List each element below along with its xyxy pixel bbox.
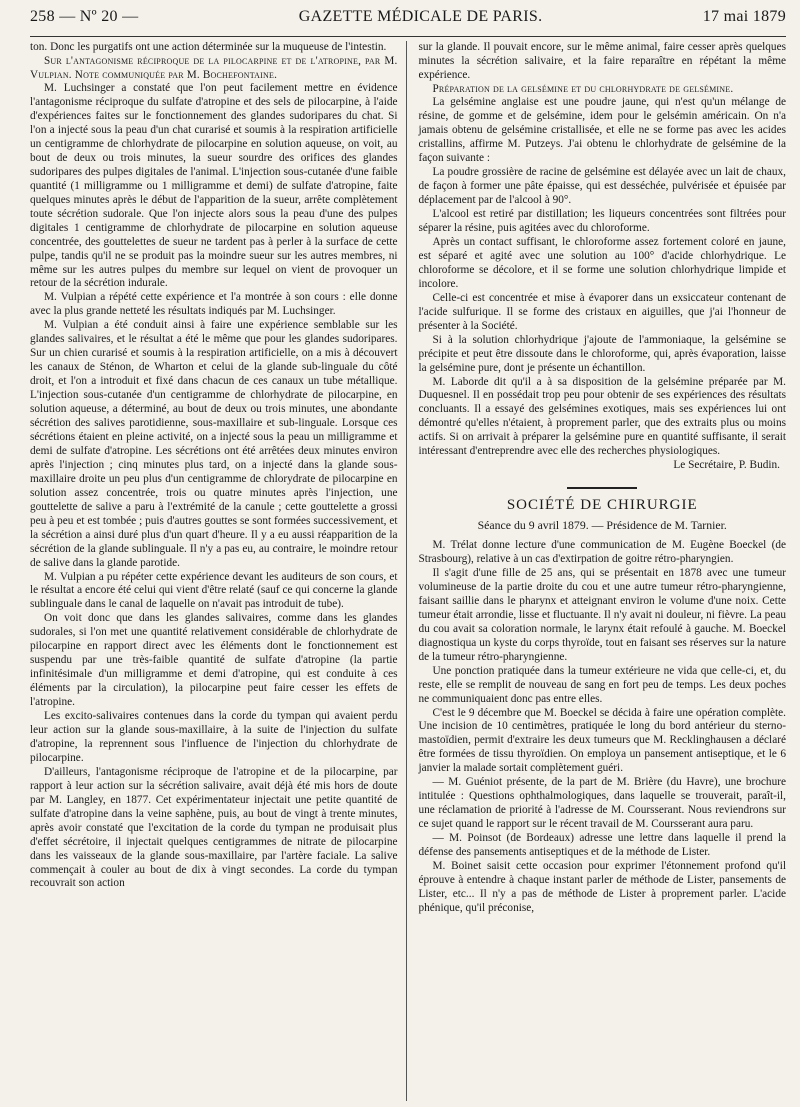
paragraph: sur la glande. Il pouvait encore, sur le même animal, faire cesser après quelques minutes la sécrétion salivaire, et la faire reparaître en répétant la même expérience. [418, 41, 786, 81]
paragraph: La gelsémine anglaise est une poudre jaune, qui n'est qu'un mélange de résine, de gomme et de gelsémine, idem pour le gelsémin américain. On n'a jamais obtenu de gelsémine cristallisée, et elle ne se forme pas avec les acides cristallins, affirme M. Putzeys. J'ai obtenu le chlorhydrate de gelsémine de la façon suivante : [418, 96, 786, 165]
paragraph: La poudre grossière de racine de gelsémine est délayée avec un lait de chaux, de façon à former une pâte épaisse, qui est desséchée, pulvérisée et épuisée par déplacement par de l'alcool à 90°. [418, 166, 786, 207]
right-column [417, 41, 787, 1101]
paragraph: M. Vulpian a répété cette expérience et l'a montrée à son cours : elle donne avec la plus grande netteté les résultats indiqués par M. Luchsinger. [30, 291, 398, 318]
paragraph: On voit donc que dans les glandes salivaires, comme dans les glandes sudorales, si l'on met une quantité relativement considérable de chlorhydrate de pilocarpine en rapport direct avec les éléments dont le fonctionnement est suspendu par une très-faible quantité de sulfate d'atropine (la partie infinitésimale d'un milligramme et demi d'atropine, qui est conduite à ces éléments par la circulation), la pilocarpine peut faire cesser les effets de l'atropine. [30, 612, 398, 709]
society-heading: SOCIÉTÉ DE CHIRURGIE [506, 497, 698, 514]
section-title-antagonisme: Sur l'antagonisme réciproque de la pilocarpine et de l'atropine, par M. Vulpian. Note communiquée par M. Bochefontaine. [30, 54, 398, 81]
page-number: 258 — Nº 20 — [30, 8, 139, 25]
paragraph: Celle-ci est concentrée et mise à évaporer dans un exsiccateur contenant de l'acide sulfurique. Il se forme des cristaux en aiguilles, que j'ai l'honneur de présenter à la Société. [418, 291, 786, 332]
paragraph: Il s'agit d'une fille de 25 ans, qui se présentait en 1878 avec une tumeur volumineuse de la partie droite du cou et une autre tumeur rétro-pharyngienne, faisant saillie dans le pharynx et atteignant environ le volume d'une noix. Cette tumeur était arrondie, lisse et fluctuante. Il n'y avait ni douleur, ni fièvre. La peau du cou avait sa coloration normale, le larynx était refoulé à gauche. M. Boeckel diagnostiqua un kyste du corps thyroïde, tout en faisant ses réserves sur la nature de la tumeur rétro-pharyngienne. [418, 567, 786, 663]
paragraph: M. Vulpian a pu répéter cette expérience devant les auditeurs de son cours, et le résultat a encore été celui qui vient d'être relaté (sauf ce qui concerne la glande sublinguale dans le canal de laquelle on n'avait pas introduit de tube). [30, 570, 398, 611]
section-title-gelsemine: Préparation de la gelsémine et du chlorhydrate de gelsémine. [432, 82, 734, 95]
paragraph: M. Trélat donne lecture d'une communication de M. Eugène Boeckel (de Strasbourg), relative à un cas d'extirpation de goitre rétro-pharyngien. [418, 539, 786, 566]
paragraph: D'ailleurs, l'antagonisme réciproque de l'atropine et de la pilocarpine, par rapport à leur action sur la sécrétion salivaire, avait déjà été mis hors de doute par M. Langley, en 1877. Cet expérimentateur injectait une petite quantité de sulfate d'atropine dans la veine saphène, puis, au bout de vingt à trente minutes, après avoir constaté que l'excitation de la corde du tympan ne produisait plus d'effet sécrétoire, il injectait quelques centigrammes de nitrate de pilocarpine dans les vaisseaux de la glande sous-maxillaire, par l'artère faciale. La salive commençait à couler au bout de dix à vingt secondes. La corde du tympan recouvrait son action [30, 765, 398, 890]
paragraph: C'est le 9 décembre que M. Boeckel se décida à faire une opération complète. Une incision de 10 centimètres, pratiquée le long du bord antérieur du sterno-mastoïdien, permit d'extraire les deux tumeurs que M. Recklinghausen a déclaré être formées de tissu thyroïdien. On employa un pansement antiseptique, et le 6 janvier la malade sortait complètement guéri. [418, 706, 786, 775]
paragraph: M. Boinet saisit cette occasion pour exprimer l'étonnement profond qu'il éprouve à entendre à chaque instant parler de méthode de Lister, pansements de Lister, etc... Il n'y a pas de méthode de Lister à proprement parler. L'acide phénique, qu'il préconise, [418, 860, 786, 914]
paragraph: ton. Donc les purgatifs ont une action déterminée sur la muqueuse de l'intestin. [30, 41, 387, 53]
two-column-body [30, 41, 786, 1101]
paragraph: M. Laborde dit qu'il a à sa disposition de la gelsémine préparée par M. Duquesnel. Il en possédait trop peu pour obtenir de ses expériences des résultats concluants. Il a essayé des gelsémines exotiques, mais ses expériences lui ont démontré qu'elles n'étaient, à proprement parler, que des extraits plus ou moins actifs. Si on arrivait à préparer la gelsémine pure en quantité suffisante, il serait intéressant d'entreprendre avec elle des recherches physiologiques. [418, 375, 786, 458]
section-divider [567, 487, 637, 489]
secretary-signature: Le Secrétaire, P. Budin. [673, 459, 780, 472]
paragraph: M. Luchsinger a constaté que l'on peut facilement mettre en évidence l'antagonisme réciproque du sulfate d'atropine et des sels de pilocarpine, à l'aide d'expériences faites sur le fonctionnement des glandes sudoripares du chat. Si l'on a injecté sous la peau d'un chat curarisé et soumis à la respiration artificielle un centigramme de chlorhydrate de pilocarpine en solution aqueuse, on voit, au bout de deux ou trois minutes, la sueur sourdre des orifices des glandes sudoripares des pulpes digitales de l'animal. L'injection sous-cutanée d'une faible quantité (1 milligramme ou 1 milligramme et demi) de sulfate d'atropine, faite quelques minutes après le début de l'apparition de la sueur, arrête complètement toute sécrétion sudorale. Que l'on injecte alors sous la peau d'une des pulpes digitales 1 centigramme de chlorhydrate de pilocarpine en solution aqueuse concentrée, des gouttelettes de sueur ne tardent pas à perler à la surface de cette pulpe, tandis qu'il ne se produit pas la moindre sueur sur les autres membres, ni même sur les autres pulpes du membre sur lequel on vient de provoquer un retour de la sécrétion indurale. [30, 82, 398, 290]
issue-date: 17 mai 1879 [702, 8, 786, 25]
paragraph: Les excito-salivaires contenues dans la corde du tympan qui avaient perdu leur action sur la glande sous-maxillaire, à la suite de l'injection du sulfate d'atropine, la reprennent sous l'influence de l'injection du chlorhydrate de pilocarpine. [30, 710, 398, 764]
paragraph: Après un contact suffisant, le chloroforme assez fortement coloré en jaune, est séparé et agité avec une solution au 100° d'acide chlorhydrique. Le chloroforme se décolore, et il se forme une solution chlorhydrique limpide et incolore. [418, 235, 786, 290]
paragraph: M. Vulpian a été conduit ainsi à faire une expérience semblable sur les glandes salivaires, et le résultat a été le même que pour les glandes sudoripares. Sur un chien curarisé et soumis à la respiration artificielle, on a mis à découvert les canaux de Sténon, de Wharton et celui de la glande sub-linguale du côté droit, et l'on a introduit et fixé dans chacun de ces canaux un tube métallique. L'injection sous-cutanée d'un centigramme de chlorhydrate de pilocarpine, en solution aqueuse, a déterminé, au bout de deux ou trois minutes, une abondante sécrétion des salives parotidienne, sous-maxillaire et sub-linguale. Lorsque ces sécrétions étaient en pleine activité, on a injecté sous la peau un milligramme et demi de sulfate d'atropine. Les sécrétions ont été arrêtées deux minutes environ après l'injection ; cinq minutes plus tard, on a injecté dans la glande sous-maxillaire droite un peu plus d'un centigramme de chlorydrate de pilocarpine en solution assez concentrée, trois ou quatre minutes après l'injection, une gouttelette de salive a paru à l'extrémité de la canule ; cette gouttelette a grossi peu à peu et est tombée ; puis d'autres gouttes se sont formées successivement, et la sécrétion a ainsi duré plus d'un quart d'heure. Il y a eu aussi réapparition de la sécrétion de la glande sublinguale. Il n'y a pas eu, au contraire, le moindre retour de salive dans la glande parotide. [30, 319, 398, 569]
left-column [30, 41, 407, 1101]
running-head [30, 8, 786, 37]
paragraph: — M. Poinsot (de Bordeaux) adresse une lettre dans laquelle il prend la défense des pansements antiseptiques et de la méthode de Lister. [418, 832, 786, 859]
paragraph: Si à la solution chlorhydrique j'ajoute de l'ammoniaque, la gelsémine se précipite et peut être dissoute dans le chloroforme, qui, après évaporation, laisse la gelsémine pure, dont je présente un échantillon. [418, 333, 786, 374]
paragraph: Une ponction pratiquée dans la tumeur extérieure ne vida que celle-ci, et, du reste, elle se remplit de nouveau de sang en fort peu de temps. Les deux poches ne communiquaient donc pas entre elles. [418, 664, 786, 705]
paragraph: — M. Guéniot présente, de la part de M. Brière (du Havre), une brochure intitulée : Questions ophthalmologiques, dans laquelle se trouverait, paraît-il, une réclamation de priorité à l'adresse de M. Coursserant. Nous reviendrons sur ce sujet quand le rapport sur le récent travail de M. Coursserant aura paru. [418, 776, 786, 831]
journal-title: GAZETTE MÉDICALE DE PARIS. [298, 8, 543, 25]
paragraph: L'alcool est retiré par distillation; les liqueurs concentrées sont filtrées pour séparer la résine, puis agitées avec du chloroforme. [418, 208, 786, 235]
seance-line: Séance du 9 avril 1879. — Présidence de M. Tarnier. [477, 518, 727, 533]
